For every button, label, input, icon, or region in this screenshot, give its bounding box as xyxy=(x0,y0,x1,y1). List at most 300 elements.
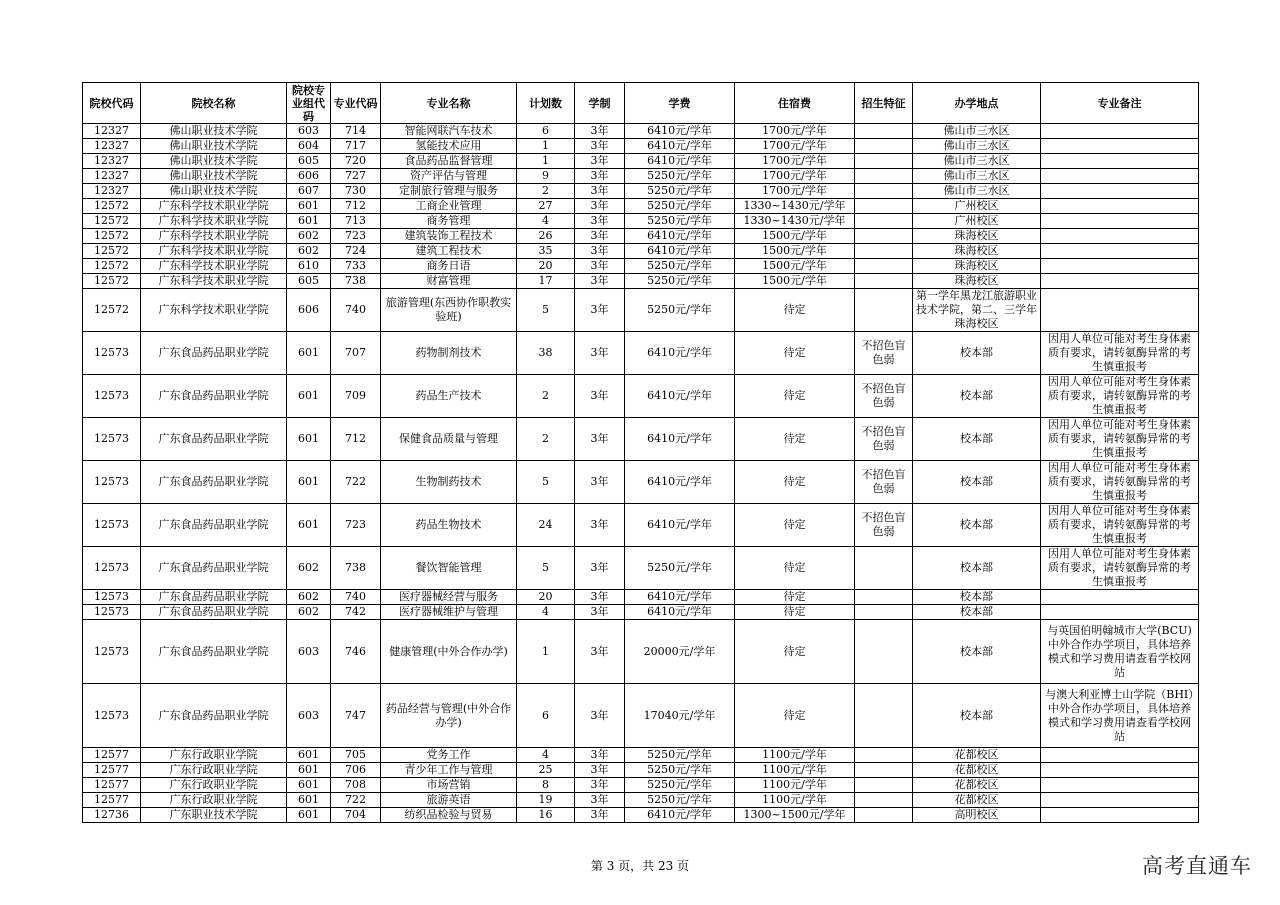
cell-school-code: 12577 xyxy=(83,748,141,763)
cell-admission-feature xyxy=(855,748,913,763)
header-major-code: 专业代码 xyxy=(331,83,381,124)
cell-school-name: 佛山职业技术学院 xyxy=(141,124,287,139)
cell-major-code: 740 xyxy=(331,289,381,332)
cell-group-code: 607 xyxy=(287,184,331,199)
cell-duration: 3年 xyxy=(575,461,625,504)
table-row xyxy=(83,184,1199,199)
cell-major-code: 747 xyxy=(331,684,381,748)
cell-tuition: 20000元/学年 xyxy=(625,620,735,684)
cell-school-name: 广东行政职业学院 xyxy=(141,763,287,778)
table-body xyxy=(83,124,1199,823)
cell-admission-feature xyxy=(855,169,913,184)
cell-duration: 3年 xyxy=(575,778,625,793)
cell-admission-feature xyxy=(855,154,913,169)
cell-plan-count: 27 xyxy=(517,199,575,214)
cell-major-code: 733 xyxy=(331,259,381,274)
cell-remarks xyxy=(1041,778,1199,793)
cell-group-code: 601 xyxy=(287,748,331,763)
table-row xyxy=(83,547,1199,590)
cell-lodging: 1700元/学年 xyxy=(735,139,855,154)
cell-school-name: 佛山职业技术学院 xyxy=(141,169,287,184)
cell-campus: 花都校区 xyxy=(913,793,1041,808)
table-row xyxy=(83,289,1199,332)
cell-remarks xyxy=(1041,244,1199,259)
cell-duration: 3年 xyxy=(575,418,625,461)
cell-tuition: 5250元/学年 xyxy=(625,184,735,199)
cell-tuition: 6410元/学年 xyxy=(625,229,735,244)
cell-campus: 珠海校区 xyxy=(913,244,1041,259)
cell-duration: 3年 xyxy=(575,139,625,154)
cell-major-name: 旅游英语 xyxy=(381,793,517,808)
cell-remarks xyxy=(1041,259,1199,274)
header-group-code: 院校专业组代码 xyxy=(287,83,331,124)
cell-admission-feature xyxy=(855,547,913,590)
cell-major-code: 704 xyxy=(331,808,381,823)
cell-plan-count: 2 xyxy=(517,418,575,461)
cell-school-name: 广东食品药品职业学院 xyxy=(141,504,287,547)
cell-group-code: 601 xyxy=(287,793,331,808)
cell-plan-count: 17 xyxy=(517,274,575,289)
cell-major-name: 青少年工作与管理 xyxy=(381,763,517,778)
cell-campus: 校本部 xyxy=(913,684,1041,748)
header-tuition: 学费 xyxy=(625,83,735,124)
cell-lodging: 待定 xyxy=(735,418,855,461)
cell-school-code: 12577 xyxy=(83,763,141,778)
cell-major-code: 708 xyxy=(331,778,381,793)
header-major-name: 专业名称 xyxy=(381,83,517,124)
table-row xyxy=(83,169,1199,184)
cell-lodging: 待定 xyxy=(735,590,855,605)
cell-group-code: 603 xyxy=(287,684,331,748)
cell-duration: 3年 xyxy=(575,684,625,748)
cell-group-code: 606 xyxy=(287,169,331,184)
cell-plan-count: 19 xyxy=(517,793,575,808)
cell-group-code: 602 xyxy=(287,547,331,590)
cell-group-code: 601 xyxy=(287,332,331,375)
cell-major-name: 餐饮智能管理 xyxy=(381,547,517,590)
cell-campus: 珠海校区 xyxy=(913,274,1041,289)
cell-major-code: 712 xyxy=(331,199,381,214)
cell-school-code: 12327 xyxy=(83,184,141,199)
cell-admission-feature xyxy=(855,244,913,259)
cell-group-code: 601 xyxy=(287,199,331,214)
cell-major-code: 706 xyxy=(331,763,381,778)
cell-major-code: 709 xyxy=(331,375,381,418)
cell-major-code: 720 xyxy=(331,154,381,169)
cell-lodging: 1100元/学年 xyxy=(735,748,855,763)
cell-remarks xyxy=(1041,274,1199,289)
cell-school-name: 佛山职业技术学院 xyxy=(141,139,287,154)
cell-plan-count: 8 xyxy=(517,778,575,793)
cell-campus: 校本部 xyxy=(913,375,1041,418)
cell-tuition: 5250元/学年 xyxy=(625,199,735,214)
cell-admission-feature xyxy=(855,289,913,332)
cell-plan-count: 4 xyxy=(517,605,575,620)
cell-major-name: 医疗器械维护与管理 xyxy=(381,605,517,620)
cell-remarks xyxy=(1041,169,1199,184)
cell-remarks xyxy=(1041,124,1199,139)
cell-major-name: 生物制药技术 xyxy=(381,461,517,504)
cell-plan-count: 9 xyxy=(517,169,575,184)
header-duration: 学制 xyxy=(575,83,625,124)
cell-remarks xyxy=(1041,748,1199,763)
cell-major-code: 707 xyxy=(331,332,381,375)
table-row xyxy=(83,778,1199,793)
cell-school-code: 12572 xyxy=(83,229,141,244)
cell-lodging: 待定 xyxy=(735,504,855,547)
cell-tuition: 5250元/学年 xyxy=(625,793,735,808)
cell-school-name: 广东食品药品职业学院 xyxy=(141,332,287,375)
cell-lodging: 1700元/学年 xyxy=(735,154,855,169)
cell-plan-count: 2 xyxy=(517,184,575,199)
cell-plan-count: 16 xyxy=(517,808,575,823)
cell-lodging: 1700元/学年 xyxy=(735,124,855,139)
cell-group-code: 602 xyxy=(287,229,331,244)
cell-campus: 佛山市三水区 xyxy=(913,139,1041,154)
cell-major-name: 纺织品检验与贸易 xyxy=(381,808,517,823)
cell-admission-feature xyxy=(855,793,913,808)
cell-tuition: 6410元/学年 xyxy=(625,590,735,605)
cell-duration: 3年 xyxy=(575,289,625,332)
cell-tuition: 5250元/学年 xyxy=(625,289,735,332)
cell-major-name: 建筑装饰工程技术 xyxy=(381,229,517,244)
cell-admission-feature xyxy=(855,808,913,823)
table-row xyxy=(83,199,1199,214)
table-row xyxy=(83,793,1199,808)
cell-lodging: 待定 xyxy=(735,620,855,684)
cell-duration: 3年 xyxy=(575,169,625,184)
cell-remarks: 与澳大利亚博士山学院（BHI）中外合作办学项目，具体培养模式和学习费用请查看学校网站 xyxy=(1041,684,1199,748)
cell-plan-count: 2 xyxy=(517,375,575,418)
cell-major-code: 714 xyxy=(331,124,381,139)
cell-group-code: 601 xyxy=(287,504,331,547)
cell-tuition: 5250元/学年 xyxy=(625,259,735,274)
cell-school-code: 12573 xyxy=(83,590,141,605)
cell-school-code: 12573 xyxy=(83,620,141,684)
cell-remarks xyxy=(1041,763,1199,778)
cell-duration: 3年 xyxy=(575,605,625,620)
cell-school-name: 广东食品药品职业学院 xyxy=(141,605,287,620)
cell-tuition: 5250元/学年 xyxy=(625,274,735,289)
cell-remarks xyxy=(1041,199,1199,214)
table-row xyxy=(83,154,1199,169)
table-row xyxy=(83,259,1199,274)
cell-campus: 第一学年黑龙江旅游职业技术学院，第二、三学年珠海校区 xyxy=(913,289,1041,332)
cell-school-code: 12327 xyxy=(83,124,141,139)
cell-duration: 3年 xyxy=(575,793,625,808)
cell-major-code: 723 xyxy=(331,229,381,244)
cell-tuition: 5250元/学年 xyxy=(625,169,735,184)
cell-admission-feature: 不招色盲色弱 xyxy=(855,461,913,504)
cell-campus: 校本部 xyxy=(913,504,1041,547)
cell-remarks xyxy=(1041,184,1199,199)
cell-major-code: 722 xyxy=(331,793,381,808)
cell-plan-count: 24 xyxy=(517,504,575,547)
cell-plan-count: 25 xyxy=(517,763,575,778)
cell-tuition: 5250元/学年 xyxy=(625,778,735,793)
cell-school-code: 12573 xyxy=(83,375,141,418)
cell-group-code: 603 xyxy=(287,620,331,684)
cell-duration: 3年 xyxy=(575,332,625,375)
cell-school-code: 12736 xyxy=(83,808,141,823)
cell-major-name: 氢能技术应用 xyxy=(381,139,517,154)
cell-duration: 3年 xyxy=(575,124,625,139)
cell-group-code: 602 xyxy=(287,244,331,259)
admission-plan-table xyxy=(82,82,1199,823)
cell-admission-feature xyxy=(855,229,913,244)
cell-major-name: 资产评估与管理 xyxy=(381,169,517,184)
cell-lodging: 1500元/学年 xyxy=(735,244,855,259)
cell-school-code: 12327 xyxy=(83,169,141,184)
cell-campus: 高明校区 xyxy=(913,808,1041,823)
cell-school-code: 12572 xyxy=(83,214,141,229)
cell-admission-feature xyxy=(855,778,913,793)
cell-plan-count: 4 xyxy=(517,214,575,229)
cell-campus: 花都校区 xyxy=(913,748,1041,763)
cell-lodging: 待定 xyxy=(735,684,855,748)
cell-plan-count: 20 xyxy=(517,590,575,605)
cell-plan-count: 26 xyxy=(517,229,575,244)
cell-duration: 3年 xyxy=(575,214,625,229)
cell-campus: 佛山市三水区 xyxy=(913,184,1041,199)
cell-major-code: 724 xyxy=(331,244,381,259)
cell-school-name: 广东科学技术职业学院 xyxy=(141,259,287,274)
cell-tuition: 6410元/学年 xyxy=(625,605,735,620)
cell-school-code: 12573 xyxy=(83,461,141,504)
cell-remarks: 与英国伯明翰城市大学(BCU)中外合作办学项目，具体培养模式和学习费用请查看学校网站 xyxy=(1041,620,1199,684)
cell-school-code: 12573 xyxy=(83,684,141,748)
cell-school-name: 广东科学技术职业学院 xyxy=(141,274,287,289)
table-row xyxy=(83,684,1199,748)
table-row xyxy=(83,274,1199,289)
cell-major-code: 746 xyxy=(331,620,381,684)
cell-school-code: 12573 xyxy=(83,418,141,461)
cell-major-name: 建筑工程技术 xyxy=(381,244,517,259)
cell-major-name: 医疗器械经营与服务 xyxy=(381,590,517,605)
watermark-logo: 高考直通车 xyxy=(1142,854,1252,878)
cell-admission-feature xyxy=(855,259,913,274)
cell-duration: 3年 xyxy=(575,763,625,778)
cell-major-code: 722 xyxy=(331,461,381,504)
table-row xyxy=(83,332,1199,375)
cell-group-code: 605 xyxy=(287,154,331,169)
cell-lodging: 1100元/学年 xyxy=(735,778,855,793)
cell-school-name: 广东食品药品职业学院 xyxy=(141,418,287,461)
cell-group-code: 601 xyxy=(287,461,331,504)
header-plan-count: 计划数 xyxy=(517,83,575,124)
cell-school-name: 广东科学技术职业学院 xyxy=(141,244,287,259)
cell-admission-feature xyxy=(855,590,913,605)
cell-remarks: 因用人单位可能对考生身体素质有要求，请转氨酶异常的考生慎重报考 xyxy=(1041,504,1199,547)
cell-school-name: 广东科学技术职业学院 xyxy=(141,199,287,214)
table-row xyxy=(83,808,1199,823)
cell-duration: 3年 xyxy=(575,259,625,274)
cell-tuition: 5250元/学年 xyxy=(625,748,735,763)
cell-admission-feature xyxy=(855,684,913,748)
cell-plan-count: 4 xyxy=(517,748,575,763)
cell-major-name: 保健食品质量与管理 xyxy=(381,418,517,461)
cell-remarks xyxy=(1041,139,1199,154)
cell-school-name: 广东科学技术职业学院 xyxy=(141,289,287,332)
cell-school-name: 广东行政职业学院 xyxy=(141,793,287,808)
cell-school-name: 广东食品药品职业学院 xyxy=(141,461,287,504)
cell-school-code: 12572 xyxy=(83,289,141,332)
cell-remarks xyxy=(1041,793,1199,808)
cell-group-code: 605 xyxy=(287,274,331,289)
cell-lodging: 1700元/学年 xyxy=(735,169,855,184)
cell-school-name: 广东食品药品职业学院 xyxy=(141,375,287,418)
cell-admission-feature xyxy=(855,214,913,229)
cell-admission-feature: 不招色盲色弱 xyxy=(855,418,913,461)
cell-group-code: 602 xyxy=(287,590,331,605)
cell-major-name: 药品经营与管理(中外合作办学) xyxy=(381,684,517,748)
header-admission-feature: 招生特征 xyxy=(855,83,913,124)
cell-school-code: 12327 xyxy=(83,139,141,154)
cell-major-code: 738 xyxy=(331,547,381,590)
table-row xyxy=(83,461,1199,504)
cell-school-name: 广东食品药品职业学院 xyxy=(141,590,287,605)
cell-remarks xyxy=(1041,808,1199,823)
cell-campus: 校本部 xyxy=(913,620,1041,684)
cell-major-name: 党务工作 xyxy=(381,748,517,763)
cell-duration: 3年 xyxy=(575,375,625,418)
cell-tuition: 5250元/学年 xyxy=(625,214,735,229)
cell-tuition: 6410元/学年 xyxy=(625,808,735,823)
cell-tuition: 6410元/学年 xyxy=(625,244,735,259)
cell-major-code: 742 xyxy=(331,605,381,620)
cell-school-name: 广东行政职业学院 xyxy=(141,778,287,793)
cell-school-code: 12577 xyxy=(83,793,141,808)
cell-admission-feature: 不招色盲色弱 xyxy=(855,375,913,418)
cell-group-code: 606 xyxy=(287,289,331,332)
cell-campus: 校本部 xyxy=(913,461,1041,504)
cell-remarks: 因用人单位可能对考生身体素质有要求，请转氨酶异常的考生慎重报考 xyxy=(1041,461,1199,504)
cell-major-name: 商务管理 xyxy=(381,214,517,229)
cell-tuition: 6410元/学年 xyxy=(625,124,735,139)
cell-campus: 校本部 xyxy=(913,547,1041,590)
cell-tuition: 6410元/学年 xyxy=(625,139,735,154)
cell-major-code: 717 xyxy=(331,139,381,154)
cell-campus: 佛山市三水区 xyxy=(913,169,1041,184)
cell-group-code: 601 xyxy=(287,214,331,229)
cell-major-name: 食品药品监督管理 xyxy=(381,154,517,169)
cell-group-code: 601 xyxy=(287,375,331,418)
cell-school-name: 广东食品药品职业学院 xyxy=(141,547,287,590)
cell-lodging: 1330~1430元/学年 xyxy=(735,199,855,214)
cell-tuition: 6410元/学年 xyxy=(625,504,735,547)
table-row xyxy=(83,229,1199,244)
cell-school-code: 12573 xyxy=(83,605,141,620)
cell-remarks: 因用人单位可能对考生身体素质有要求，请转氨酶异常的考生慎重报考 xyxy=(1041,375,1199,418)
cell-admission-feature xyxy=(855,139,913,154)
header-remarks: 专业备注 xyxy=(1041,83,1199,124)
cell-remarks xyxy=(1041,214,1199,229)
cell-school-code: 12572 xyxy=(83,244,141,259)
cell-duration: 3年 xyxy=(575,547,625,590)
cell-duration: 3年 xyxy=(575,620,625,684)
cell-major-name: 药品生物技术 xyxy=(381,504,517,547)
cell-lodging: 1100元/学年 xyxy=(735,793,855,808)
cell-major-name: 旅游管理(东西协作职教实验班) xyxy=(381,289,517,332)
table-row xyxy=(83,605,1199,620)
cell-campus: 花都校区 xyxy=(913,763,1041,778)
cell-tuition: 6410元/学年 xyxy=(625,332,735,375)
cell-duration: 3年 xyxy=(575,244,625,259)
cell-major-name: 定制旅行管理与服务 xyxy=(381,184,517,199)
cell-major-code: 738 xyxy=(331,274,381,289)
table-row xyxy=(83,418,1199,461)
cell-tuition: 6410元/学年 xyxy=(625,418,735,461)
cell-duration: 3年 xyxy=(575,808,625,823)
cell-major-code: 730 xyxy=(331,184,381,199)
cell-campus: 佛山市三水区 xyxy=(913,124,1041,139)
cell-lodging: 待定 xyxy=(735,605,855,620)
cell-major-name: 药物制剂技术 xyxy=(381,332,517,375)
cell-duration: 3年 xyxy=(575,154,625,169)
cell-school-name: 广东行政职业学院 xyxy=(141,748,287,763)
header-lodging: 住宿费 xyxy=(735,83,855,124)
cell-duration: 3年 xyxy=(575,748,625,763)
cell-plan-count: 5 xyxy=(517,461,575,504)
cell-remarks xyxy=(1041,590,1199,605)
cell-campus: 佛山市三水区 xyxy=(913,154,1041,169)
cell-duration: 3年 xyxy=(575,199,625,214)
table-row xyxy=(83,763,1199,778)
cell-lodging: 1500元/学年 xyxy=(735,259,855,274)
cell-school-code: 12572 xyxy=(83,274,141,289)
cell-group-code: 602 xyxy=(287,605,331,620)
cell-major-code: 713 xyxy=(331,214,381,229)
table-row xyxy=(83,620,1199,684)
cell-lodging: 1700元/学年 xyxy=(735,184,855,199)
cell-group-code: 601 xyxy=(287,418,331,461)
cell-campus: 校本部 xyxy=(913,590,1041,605)
cell-lodging: 1300~1500元/学年 xyxy=(735,808,855,823)
cell-school-name: 广东职业技术学院 xyxy=(141,808,287,823)
cell-duration: 3年 xyxy=(575,184,625,199)
cell-remarks: 因用人单位可能对考生身体素质有要求，请转氨酶异常的考生慎重报考 xyxy=(1041,332,1199,375)
cell-major-code: 712 xyxy=(331,418,381,461)
table-row xyxy=(83,244,1199,259)
cell-school-name: 广东食品药品职业学院 xyxy=(141,684,287,748)
cell-major-name: 健康管理(中外合作办学) xyxy=(381,620,517,684)
cell-school-code: 12572 xyxy=(83,199,141,214)
cell-school-name: 佛山职业技术学院 xyxy=(141,184,287,199)
cell-duration: 3年 xyxy=(575,229,625,244)
table-row xyxy=(83,139,1199,154)
cell-school-code: 12572 xyxy=(83,259,141,274)
cell-school-code: 12573 xyxy=(83,332,141,375)
cell-lodging: 待定 xyxy=(735,289,855,332)
table-row xyxy=(83,590,1199,605)
cell-campus: 珠海校区 xyxy=(913,259,1041,274)
cell-campus: 校本部 xyxy=(913,418,1041,461)
cell-plan-count: 35 xyxy=(517,244,575,259)
cell-school-code: 12327 xyxy=(83,154,141,169)
table-row xyxy=(83,748,1199,763)
cell-school-name: 广东食品药品职业学院 xyxy=(141,620,287,684)
cell-major-code: 740 xyxy=(331,590,381,605)
cell-school-code: 12573 xyxy=(83,504,141,547)
cell-plan-count: 5 xyxy=(517,289,575,332)
cell-group-code: 601 xyxy=(287,778,331,793)
table-row xyxy=(83,214,1199,229)
cell-campus: 广州校区 xyxy=(913,214,1041,229)
cell-school-name: 广东科学技术职业学院 xyxy=(141,229,287,244)
cell-school-name: 广东科学技术职业学院 xyxy=(141,214,287,229)
cell-campus: 珠海校区 xyxy=(913,229,1041,244)
cell-plan-count: 6 xyxy=(517,684,575,748)
